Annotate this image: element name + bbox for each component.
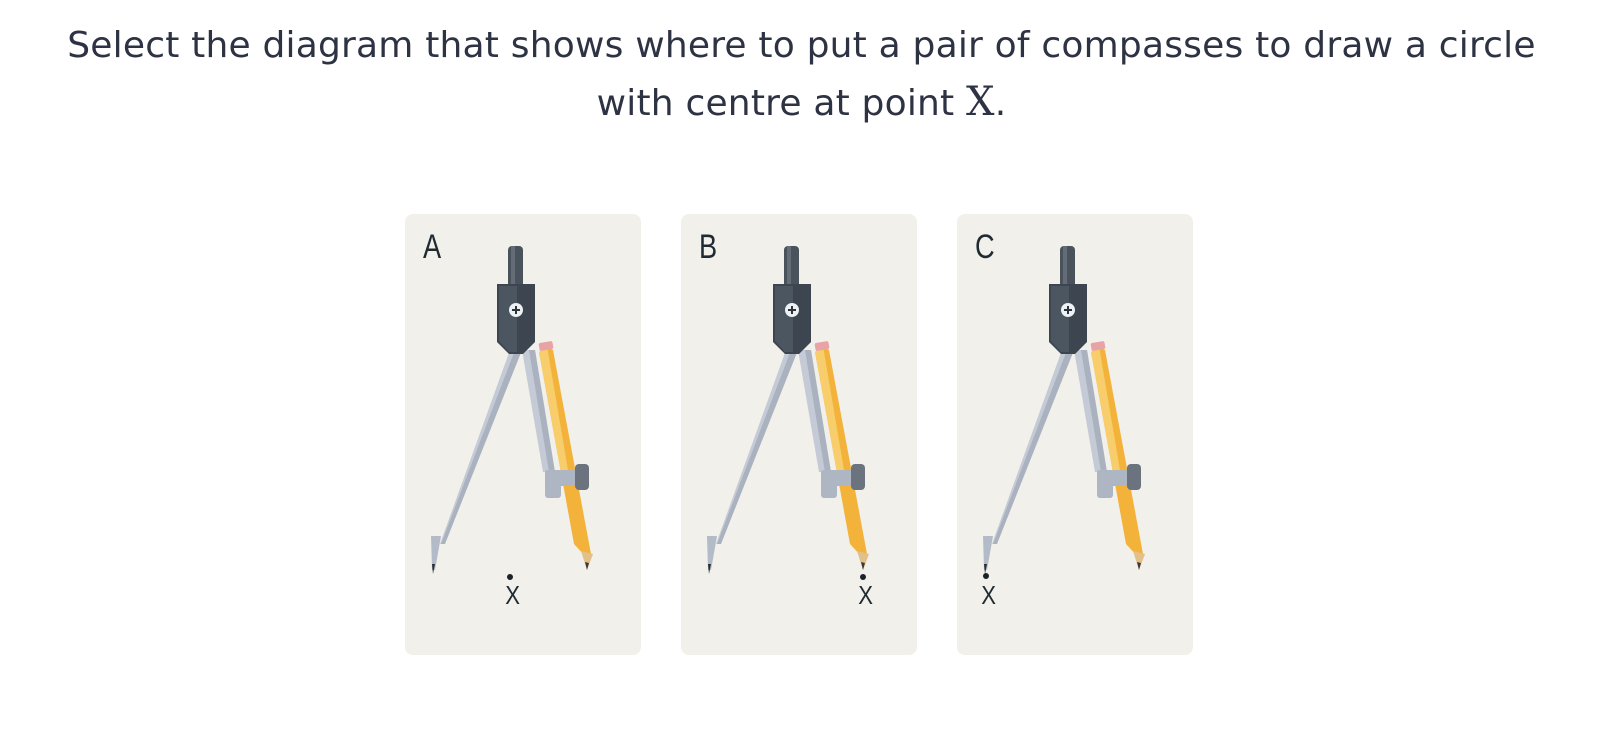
point-x-label: X [858, 580, 874, 610]
point-x-marker [983, 573, 989, 579]
point-x-label: X [981, 580, 997, 610]
option-a-letter: A [423, 228, 442, 266]
compass-icon [681, 214, 917, 655]
question-line-1: Select the diagram that shows where to put a pair of compasses to draw a circle [67, 25, 1536, 66]
point-x-label: X [505, 580, 521, 610]
option-b-card[interactable] [681, 214, 917, 655]
question-text [0, 18, 1603, 132]
option-c-card[interactable] [957, 214, 1193, 655]
compass-icon [405, 214, 641, 655]
option-b-letter: B [699, 228, 718, 266]
question-line-2 [0, 74, 1603, 132]
question-line-2-prefix: with centre at point [596, 83, 967, 124]
question-line-2-suffix: . [994, 83, 1007, 124]
point-variable: X [966, 79, 995, 125]
option-a-card[interactable] [405, 214, 641, 655]
option-c-letter: C [975, 228, 995, 266]
